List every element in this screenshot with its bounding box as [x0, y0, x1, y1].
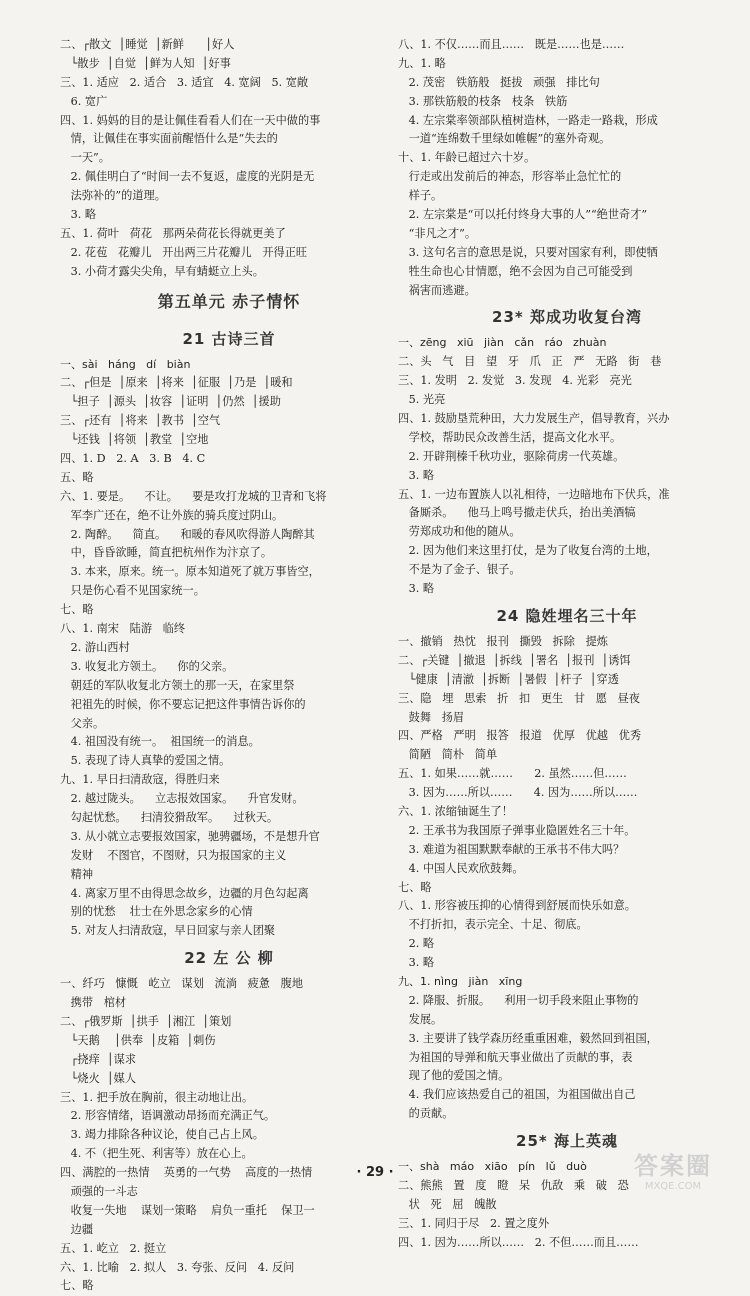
answer-line: 四、1. 鼓励垦荒种田，大力发展生产，倡导教育，兴办: [398, 412, 670, 426]
answer-line: 鼓舞 扬眉: [398, 710, 465, 724]
answer-line: 2. 陶醉。 简直。 和暖的春风吹得游人陶醉其: [60, 527, 315, 541]
answer-line: 顽强的一斗志: [60, 1184, 138, 1198]
answer-line: 样子。: [398, 189, 443, 203]
answer-line: 七、略: [60, 1279, 94, 1293]
answer-line: 2. 略: [398, 937, 435, 951]
lesson-title: 21 古诗三首: [182, 329, 276, 348]
answer-line: 二、┌俄罗斯 │拱手 │湘江 │策划: [60, 1014, 232, 1028]
answer-line: 2. 茂密 铁筋般 挺拔 顽强 排比句: [398, 75, 600, 89]
lesson-title: 22 左 公 柳: [184, 949, 274, 968]
answer-line: 五、1. 如果……就…… 2. 虽然……但……: [398, 767, 627, 781]
answer-line: 3. 竭力排除各种议论，使自己占上风。: [60, 1128, 264, 1142]
lesson-title: 25* 海上英魂: [516, 1132, 618, 1151]
answer-line: 八、1. 不仅……而且…… 既是……也是……: [398, 38, 625, 51]
answer-line: 勾起忧愁。 扫清狡猾敌军。 过秋天。: [60, 810, 279, 824]
answer-line: 4. 不（把生死、利害等）放在心上。: [60, 1147, 253, 1161]
answer-line: └健康 │清澈 │拆断 │暑假 │杆子 │穿透: [398, 672, 619, 686]
answer-line: 一、撤销 热忱 报刊 撕毁 拆除 提炼: [398, 634, 608, 648]
answer-line: 2. 花苞 花瓣儿 开出两三片花瓣儿 开得正旺: [60, 245, 308, 259]
answer-line: 八、1. 形容被压抑的心情得到舒展而快乐如意。: [398, 899, 636, 913]
answer-line: 一天”。: [60, 151, 110, 165]
answer-line: 八、1. 南宋 陆游 临终: [60, 622, 186, 636]
answer-line: 中，昏昏欲睡，简直把杭州作为汴京了。: [60, 546, 273, 560]
page-number: · 29 ·: [356, 1165, 394, 1180]
answer-line: 三、隐 埋 思索 折 扣 更生 甘 愿 昼夜: [398, 691, 640, 705]
answer-line: └担子 │源头 │妆容 │证明 │仍然 │援助: [60, 395, 281, 409]
answer-line: 二、┌但是 │原来 │将来 │征服 │乃是 │暖和: [60, 376, 293, 390]
unit-title: 第五单元 赤子情怀: [157, 291, 301, 311]
answer-line: 六、1. 浓缩铀诞生了！: [398, 804, 513, 818]
answer-line: 父亲。: [60, 716, 105, 730]
answer-line: 发展。: [398, 1012, 443, 1026]
answer-line: 五、1. 屹立 2. 挺立: [60, 1241, 167, 1255]
answer-line: 3. 小荷才露尖尖角，早有蜻蜓立上头。: [60, 264, 264, 278]
pinyin-line: 九、1. nìng jiàn xīng: [398, 974, 523, 988]
answer-line: 别的忧愁 壮士在外思念家乡的心情: [60, 905, 253, 919]
answer-line: 一道“连绵数千里绿如帷幄”的塞外奇观。: [398, 132, 611, 146]
answer-line: 3. 难道为祖国默默奉献的王承书不伟大吗？: [398, 842, 625, 856]
answer-line: 三、1. 同归于尽 2. 置之度外: [398, 1216, 550, 1230]
answer-line: 四、1. D 2. A 3. B 4. C: [60, 452, 206, 466]
answer-line: 三、1. 把手放在胸前，很主动地让出。: [60, 1090, 254, 1104]
answer-line: 祀祖先的时候，你不要忘记把这件事情告诉你的: [60, 697, 306, 711]
answer-line: 六、1. 要是。 不让。 要是攻打龙城的卫青和飞将: [60, 489, 327, 503]
answer-line: 3. 收复北方领土。 你的父亲。: [60, 659, 234, 673]
answer-line: 2. 开辟荆榛千秋功业，驱除荷虏一代英雄。: [398, 449, 625, 463]
answer-line: 五、略: [60, 470, 94, 484]
answer-line: 四、1. 妈妈的目的是让佩佳看看人们在一天中做的事: [60, 113, 321, 127]
answer-line: 3. 从小就立志要报效国家，驰骋疆场，不是想升官: [60, 829, 320, 843]
answer-line: 四、严格 严明 报答 报道 优厚 优越 优秀: [398, 729, 642, 743]
answer-line: 发财 不图官，不图财，只为报国家的主义: [60, 848, 287, 862]
answer-line: 5. 表现了诗人真挚的爱国之情。: [60, 754, 231, 768]
answer-line: 九、1. 略: [398, 56, 446, 70]
answer-line: 朝廷的军队收复北方领土的那一天，在家里祭: [60, 678, 295, 692]
answer-line: 三、┌还有 │将来 │教书 │空气: [60, 414, 221, 428]
answer-line: ┌挠痒 │谋求: [60, 1052, 137, 1066]
answer-line: 3. 这句名言的意思是说，只要对国家有利，即使牺: [398, 245, 658, 259]
pinyin-line: 一、sài háng dí biàn: [60, 357, 191, 371]
answer-line: 2. 游山西村: [60, 640, 130, 654]
answer-line: 五、1. 一边布置族人以礼相待，一边暗地布下伏兵，准: [398, 487, 670, 501]
lesson-title: 24 隐姓埋名三十年: [496, 606, 638, 625]
answer-line: 五、1. 荷叶 荷花 那两朵荷花长得就更美了: [60, 226, 286, 240]
answer-line: 九、1. 早日扫清敌寇，得胜归来: [60, 773, 220, 787]
answer-line: 2. 左宗棠是“可以托付终身大事的人”“绝世奇才”: [398, 208, 648, 222]
answer-line: 3. 略: [398, 956, 435, 970]
watermark-url: MXQE.COM: [644, 1181, 702, 1192]
answer-line: 2. 王承书为我国原子弹事业隐匿姓名三十年。: [398, 823, 636, 837]
answer-line: 二、头 气 目 望 牙 爪 正 严 无路 街 巷: [398, 355, 662, 369]
lesson-title: 23* 郑成功收复台湾: [492, 308, 642, 327]
answer-line: 2. 越过陇头。 立志报效国家。 升官发财。: [60, 792, 304, 806]
answer-line: 3. 那铁筋般的枝条 枝条 铁筋: [398, 94, 568, 108]
answer-line: 6. 宽广: [60, 94, 108, 108]
answer-line: 劳郑成功和他的随从。: [398, 525, 521, 539]
answer-line: 三、1. 适应 2. 适合 3. 适宜 4. 宽阔 5. 宽敞: [60, 75, 309, 89]
answer-line: 不是为了金子、银子。: [398, 563, 521, 577]
answer-line: 四、1. 因为……所以…… 2. 不但……而且……: [398, 1235, 639, 1249]
answer-line: 十、1. 年龄已超过六十岁。: [398, 151, 536, 165]
answer-line: 5. 光亮: [398, 393, 446, 407]
answer-line: 三、1. 发明 2. 发觉 3. 发现 4. 光彩 亮光: [398, 374, 632, 388]
answer-line: 收复一失地 谋划一策略 肩负一重托 保卫一: [60, 1203, 315, 1217]
answer-line: “非凡之才”。: [398, 226, 477, 240]
answer-line: 六、1. 比喻 2. 拟人 3. 夸张、反问 4. 反问: [60, 1260, 295, 1274]
answer-line: 4. 中国人民欢欣鼓舞。: [398, 861, 524, 875]
answer-line: 不打折扣，表示完全、十足、彻底。: [398, 918, 588, 932]
answer-line: 携带 棺材: [60, 996, 127, 1010]
answer-line: 四、满腔的一热情 英勇的一气势 高度的一热情: [60, 1166, 313, 1180]
answer-line: └天鹅 │供奉 │皮箱 │刺伤: [60, 1033, 216, 1047]
answer-line: └还钱 │将领 │教堂 │空地: [60, 433, 209, 447]
answer-line: 4. 我们应该热爱自己的祖国，为祖国做出自己: [398, 1088, 636, 1102]
answer-line: 二、┌关键 │撤退 │拆线 │署名 │报刊 │诱饵: [398, 653, 631, 667]
answer-line: 边疆: [60, 1222, 94, 1236]
answer-line: 军李广还在，绝不让外族的骑兵度过阴山。: [60, 508, 284, 522]
answer-line: 4. 离家万里不由得思念故乡，边疆的月色勾起离: [60, 886, 309, 900]
answer-line: └烧火 │媒人: [60, 1071, 137, 1085]
answer-line: 2. 因为他们来这里打仗，是为了收复台湾的土地，: [398, 544, 658, 558]
answer-line: 3. 因为……所以…… 4. 因为……所以……: [398, 786, 638, 800]
answer-line: 3. 主要讲了钱学森历经重重困难，毅然回到祖国，: [398, 1031, 658, 1045]
answer-line: 简陋 简朴 简单: [398, 748, 498, 762]
answer-line: 4. 祖国没有统一。 祖国统一的消息。: [60, 735, 260, 749]
answer-line: 学校，帮助民众改善生活，提高文化水平。: [398, 430, 622, 444]
answer-line: 祸害而逃避。: [398, 283, 476, 297]
watermark-logo: [614, 1146, 732, 1198]
pinyin-line: 一、zēng xiū jiàn cǎn ráo zhuàn: [398, 336, 607, 350]
answer-line: 5. 对友人扫清敌寇，早日回家与亲人团聚: [60, 924, 276, 938]
answer-line: 备厮杀。 他马上鸣号撤走伏兵，抬出美酒犒: [398, 506, 636, 520]
answer-line: 状 死 屈 魄散: [398, 1197, 497, 1211]
answer-line: 情，让佩佳在事实面前醒悟什么是“失去的: [60, 132, 278, 146]
answer-line: 七、略: [60, 603, 94, 617]
answer-line: 的贡献。: [398, 1107, 454, 1121]
pinyin-line: 一、shà máo xiāo pín lǔ duò: [398, 1160, 587, 1174]
answer-line: 3. 略: [398, 468, 435, 482]
answer-line: 一、纤巧 慷慨 屹立 谋划 流淌 疲惫 腹地: [60, 977, 304, 991]
answer-line: 二、┌散文 │睡觉 │新鲜 │好人: [60, 38, 235, 51]
answer-line: 只是伤心看不见国家统一。: [60, 584, 205, 598]
answer-line: 七、略: [398, 880, 432, 894]
answer-line: 2. 形容情绪，语调激动昂扬而充满正气。: [60, 1109, 276, 1123]
answer-line: 2. 降服、折服。 利用一切手段来阻止事物的: [398, 993, 639, 1007]
answer-line: 3. 本来，原来。统一。原本知道死了就万事皆空，: [60, 565, 320, 579]
answer-line: └散步 │自觉 │鲜为人知 │好事: [60, 56, 231, 70]
answer-line: 4. 左宗棠率领部队植树造林，一路走一路栽，形成: [398, 113, 658, 127]
answer-line: 3. 略: [398, 582, 435, 596]
answer-line: 现了他的爱国之情。: [398, 1069, 510, 1083]
answer-line: 法弥补的”的道理。: [60, 189, 166, 203]
watermark-logo-text: 答案圈: [634, 1152, 712, 1180]
answer-line: 2. 佩佳明白了“时间一去不复返，虚度的光阴是无: [60, 170, 315, 184]
answer-line: 3. 略: [60, 208, 97, 222]
answer-line: 二、熊熊 置 度 瞪 呆 仇敌 乘 破 恐: [398, 1178, 629, 1192]
answer-line: 精神: [60, 867, 94, 881]
answer-line: 行走或出发前后的神态，形容举止急忙忙的: [398, 170, 622, 184]
answer-line: 为祖国的导弹和航天事业做出了贡献的事，表: [398, 1050, 633, 1064]
left-column: [60, 36, 398, 1296]
answer-line: 牲生命也心甘情愿，绝不会因为自己可能受到: [398, 264, 633, 278]
right-column: [398, 36, 736, 1253]
